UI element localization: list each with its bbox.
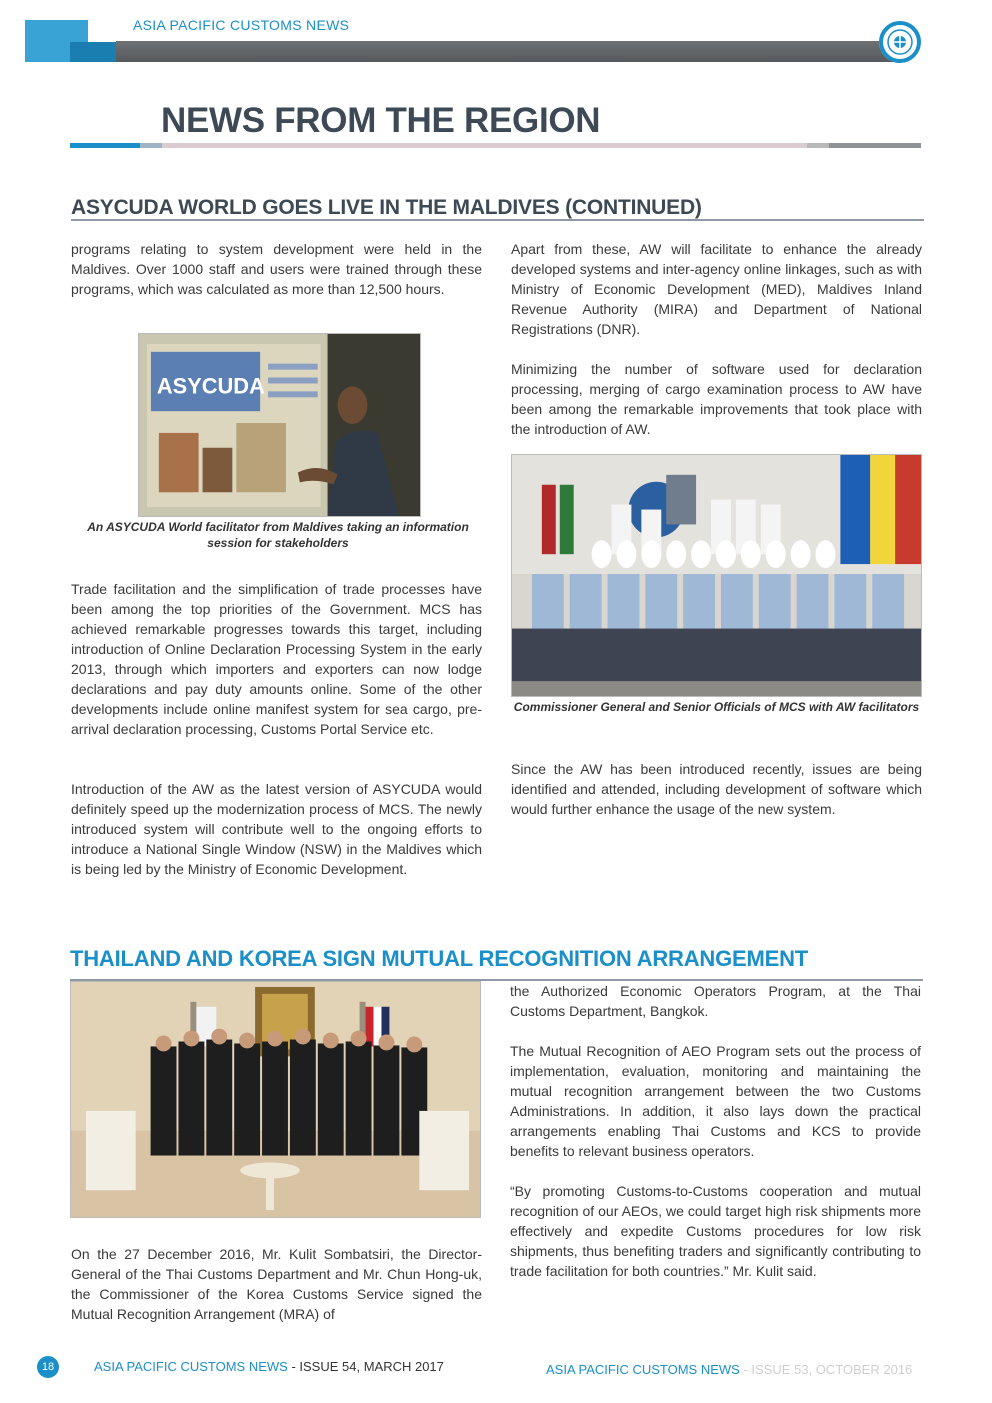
photo-asycuda-facilitator (138, 333, 421, 517)
header-accent-block-dark (70, 42, 116, 62)
article-paragraph: On the 27 December 2016, Mr. Kulit Sombatsiri, the Director-General of the Thai Customs Department and Mr. Chun Hong-uk, the Commissioner of the Korea Customs Service signed the Mutual Recognition Arrangement (MRA) of (71, 1246, 482, 1322)
article-paragraph: the Authorized Economic Operators Program, at the Thai Customs Department, Bangkok. (510, 983, 921, 1019)
footer-issue: - ISSUE 53, OCTOBER 2016 (739, 1362, 913, 1377)
photo-caption: Commissioner General and Senior Officials of MCS with AW facilitators (513, 700, 920, 714)
footer-publication: ASIA PACIFIC CUSTOMS NEWS (546, 1362, 740, 1377)
photo-caption: An ASYCUDA World facilitator from Maldives taking an information session for stakeholders (87, 520, 469, 550)
article-paragraph: Trade facilitation and the simplification of trade processes have been among the top priorities of the Government. MCS has achieved remarkable progresses towards this target, including introduction of Online Declaration Processing System in the early 2013, through which importers and exporters can now lodge declarations and pay duty amounts online. Some of the other developments include online manifest system for sea cargo, pre-arrival declaration processing, Customs Portal Service etc. (71, 581, 482, 737)
article-paragraph: “By promoting Customs-to-Customs cooperation and mutual recognition of our AEOs, we could target high risk shipments more effectively and expedite Customs procedures for low risk shipments, thus benefiting traders and significantly contributing to trade facilitation for both countries.” Mr. Kulit said. (510, 1183, 921, 1279)
article-paragraph: Minimizing the number of software used for declaration processing, merging of cargo examination process to AW have been among the remarkable improvements that took place with the introduction of AW. (511, 361, 922, 437)
article-paragraph: The Mutual Recognition of AEO Program sets out the process of implementation, evaluation, monitoring and maintaining the mutual recognition arrangement between the two Customs Administrations. In addition, it also lays down the practical arrangements enabling Thai Customs and KCS to provide benefits to relevant business operators. (510, 1043, 921, 1159)
footer-left (94, 1359, 444, 1374)
page-title: NEWS FROM THE REGION (161, 101, 601, 140)
article-paragraph: Apart from these, AW will facilitate to enhance the already developed systems and inter-agency online linkages, such as with Ministry of Economic Development (MED), Maldives Inland Revenue Authority (MIRA) and Department of National Registrations (DNR). (511, 241, 922, 337)
footer-issue: - ISSUE 54, MARCH 2017 (287, 1359, 444, 1374)
header-bar (116, 41, 894, 62)
article-heading-asycuda: ASYCUDA WORLD GOES LIVE IN THE MALDIVES (CONTINUED) (71, 196, 702, 219)
title-rule (70, 143, 921, 148)
article-paragraph: programs relating to system development were held in the Maldives. Over 1000 staff and users were trained through these programs, which was calculated as more than 12,500 hours. (71, 241, 482, 297)
article-heading-thailand-korea: THAILAND AND KOREA SIGN MUTUAL RECOGNITION ARRANGEMENT (70, 946, 808, 971)
publication-title: ASIA PACIFIC CUSTOMS NEWS (133, 17, 350, 33)
article-paragraph: Introduction of the AW as the latest version of ASYCUDA would definitely speed up the modernization process of MCS. The newly introduced system will contribute well to the ongoing efforts to introduce a National Single Window (NSW) in the Maldives which is being led by the Ministry of Economic Development. (71, 781, 482, 877)
page-number: 18 (37, 1356, 59, 1378)
footer-right (546, 1362, 912, 1377)
photo-mra-signing (70, 981, 481, 1218)
footer-publication: ASIA PACIFIC CUSTOMS NEWS (94, 1359, 288, 1374)
wco-logo (878, 20, 922, 64)
svg-text:ASYCUDA: ASYCUDA (156, 373, 265, 399)
photo-mcs-group (511, 454, 922, 697)
article-paragraph: Since the AW has been introduced recently, issues are being identified and attended, including development of software which would further enhance the usage of the new system. (511, 761, 922, 817)
heading-rule (71, 219, 924, 221)
